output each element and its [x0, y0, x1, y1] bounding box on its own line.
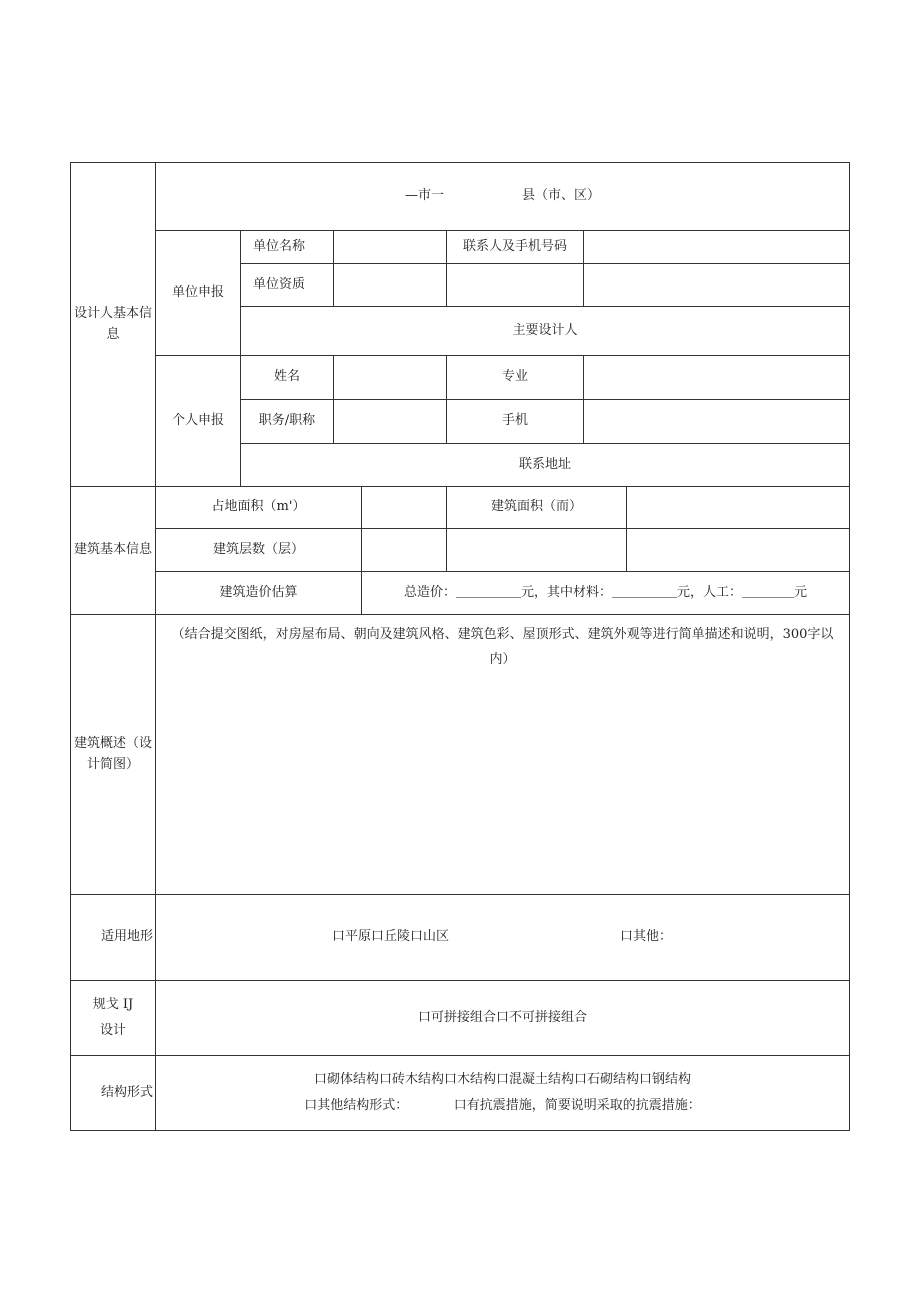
floor-area-text: 建筑面积（而）: [490, 499, 582, 515]
address-text: 联系地址: [518, 456, 571, 472]
floor-area-field[interactable]: [626, 486, 850, 529]
land-area-field[interactable]: [361, 486, 447, 529]
region-header-text: —市一 县（市、区）: [404, 188, 600, 204]
cost-value-text: 总造价：＿＿＿＿＿元，其中材料：＿＿＿＿＿元，人工：＿＿＿＿元: [403, 584, 807, 600]
floors-field[interactable]: [361, 528, 447, 572]
terrain-label-text: 适用地形: [100, 929, 153, 945]
cost-text: 建筑造价估算: [219, 584, 298, 600]
main-designer-label: [240, 306, 850, 356]
unit-qualification-field[interactable]: [333, 263, 447, 307]
unit-qualification-field-3[interactable]: [583, 263, 850, 307]
name-text: 姓名: [273, 369, 300, 385]
terrain-option-list[interactable]: 口平原口丘陵口山区: [332, 929, 450, 945]
individual-report-label: [155, 355, 241, 487]
planning-label: [70, 980, 156, 1056]
major-text: 专业: [501, 369, 528, 385]
major-label: [446, 355, 584, 400]
floors-field-3[interactable]: [626, 528, 850, 572]
contact-label: [446, 230, 584, 264]
designer-section-text: 设计人基本信息: [73, 305, 152, 342]
overview-field[interactable]: [155, 614, 850, 895]
floors-label: [155, 528, 362, 572]
planning-label-line2: 设计: [99, 1023, 126, 1038]
individual-report-text: 个人申报: [171, 412, 224, 428]
structure-options: [155, 1055, 850, 1131]
overview-instruction: （结合提交图纸，对房屋布局、朝向及建筑风格、建筑色彩、屋顶形式、建筑外观等进行简单描述和说明，300字以内）: [171, 627, 834, 667]
phone-field[interactable]: [583, 399, 850, 444]
contact-text: 联系人及手机号码: [462, 238, 567, 254]
land-area-text: 占地面积（m'）: [211, 499, 306, 515]
cost-field[interactable]: [361, 571, 850, 615]
floor-area-label: [446, 486, 627, 529]
title-label: [240, 399, 334, 444]
land-area-label: [155, 486, 362, 529]
floors-field-2[interactable]: [446, 528, 627, 572]
building-section-label: [70, 486, 156, 615]
name-label: [240, 355, 334, 400]
unit-report-text: 单位申报: [171, 284, 224, 300]
structure-label-text: 结构形式: [100, 1084, 153, 1100]
planning-label-line1: 规戈 IJ: [92, 997, 134, 1012]
unit-qualification-label: [240, 263, 334, 307]
floors-text: 建筑层数（层）: [212, 541, 304, 557]
terrain-other[interactable]: 口其他：: [620, 929, 673, 945]
designer-section-label: [70, 162, 156, 487]
building-section-text: 建筑基本信息: [73, 542, 152, 558]
overview-label-text: 建筑概述（设计简图）: [73, 735, 152, 772]
structure-options-line2[interactable]: 口其他结构形式： 口有抗震措施，简要说明采取的抗震措施：: [304, 1098, 701, 1113]
unit-qualification-text: 单位资质: [253, 276, 306, 292]
address-label: [240, 443, 850, 487]
unit-report-label: [155, 230, 241, 356]
title-text: 职务/职称: [258, 413, 316, 429]
overview-label: [70, 614, 156, 895]
name-field[interactable]: [333, 355, 447, 400]
phone-label: [446, 399, 584, 444]
unit-name-text: 单位名称: [253, 238, 306, 254]
region-header: [155, 162, 850, 231]
terrain-label: [70, 894, 156, 981]
title-field[interactable]: [333, 399, 447, 444]
terrain-options: [155, 894, 850, 981]
phone-text: 手机: [501, 413, 528, 429]
unit-name-field[interactable]: [333, 230, 447, 264]
cost-label: [155, 571, 362, 615]
unit-name-label: [240, 230, 334, 264]
contact-field[interactable]: [583, 230, 850, 264]
planning-option-list[interactable]: 口可拼接组合口不可拼接组合: [417, 1009, 587, 1025]
structure-label: [70, 1055, 156, 1131]
major-field[interactable]: [583, 355, 850, 400]
main-designer-text: 主要设计人: [512, 322, 578, 338]
unit-qualification-field-2[interactable]: [446, 263, 584, 307]
structure-options-line1[interactable]: 口砌体结构口砖木结构口木结构口混凝土结构口石砌结构口钢结构: [313, 1072, 691, 1087]
planning-options: [155, 980, 850, 1056]
